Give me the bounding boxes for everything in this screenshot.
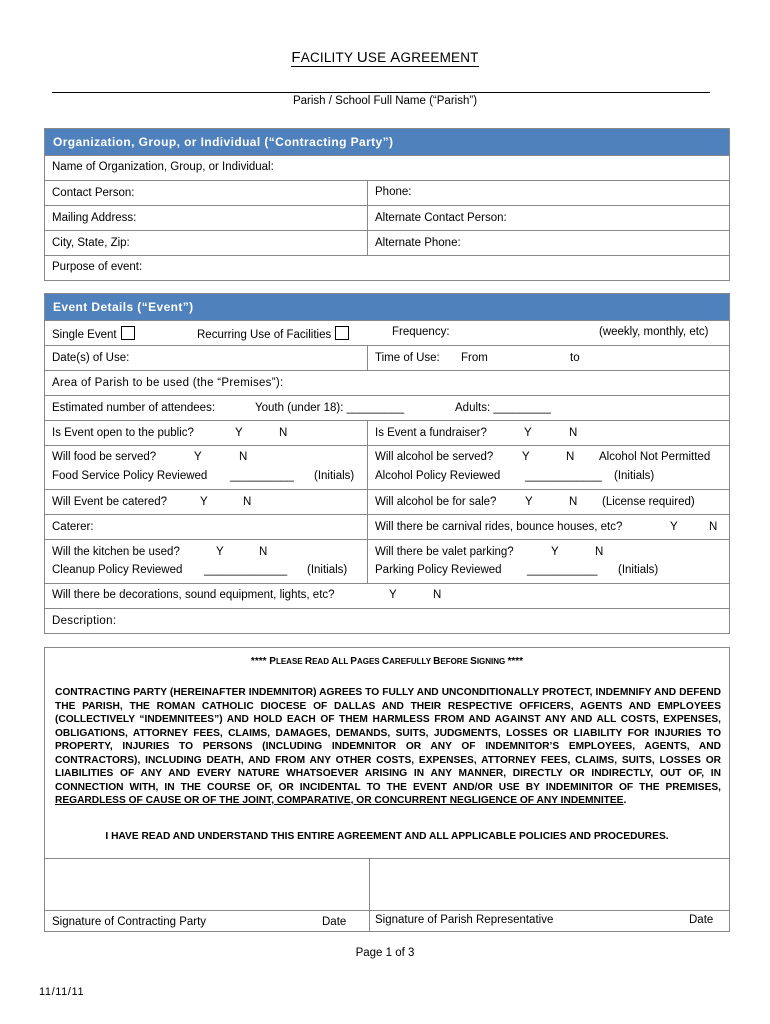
food-policy-initials-label: (Initials): [314, 470, 355, 482]
description-label: Description:: [52, 615, 117, 627]
kitchen-yes[interactable]: Y: [216, 546, 224, 558]
alt-phone-field[interactable]: [368, 231, 729, 255]
area-row: [45, 371, 729, 396]
recurring-checkbox[interactable]: [335, 326, 349, 340]
carnival-label: Will there be carnival rides, bounce houses, etc?: [375, 521, 623, 533]
single-event-option: [52, 326, 135, 341]
adults-label: Adults: _________: [455, 402, 551, 414]
kitchen-valet-row: [45, 540, 729, 584]
valet-yes[interactable]: Y: [551, 546, 559, 558]
acknowledgement-statement: I HAVE READ AND UNDERSTAND THIS ENTIRE AGREEMENT AND ALL APPLICABLE POLICIES AND PROCEDURES.: [105, 831, 669, 842]
phone-label: Phone:: [375, 186, 412, 198]
time-from-label: From: [461, 352, 488, 364]
frequency-label: Frequency:: [392, 326, 450, 338]
parish-rep-signature-area[interactable]: [369, 859, 729, 931]
food-served-label: Will food be served?: [52, 451, 157, 463]
notice-part-6: LL: [338, 657, 351, 666]
page-number: Page 1 of 3: [355, 947, 415, 959]
caterer-field[interactable]: [45, 515, 368, 539]
contact-person-field[interactable]: [45, 181, 368, 205]
revision-date: 11/11/11: [39, 986, 85, 998]
purpose-field[interactable]: [45, 256, 729, 280]
kitchen-field: [45, 540, 368, 583]
event-type-row: [45, 321, 729, 346]
alcohol-sale-label: Will alcohol be for sale?: [375, 496, 497, 508]
fundraiser-label: Is Event a fundraiser?: [375, 427, 487, 439]
indemnity-text: CONTRACTING PARTY (HEREINAFTER INDEMNITOR) AGREES TO FULLY AND UNCONDITIONALLY PROTECT, INDEMNIFY AND DEFEND THE PARISH, THE ROMAN CATHOLIC DIOCESE OF DALLAS AND THEIR RESPECTIVE OFFICERS, AGENTS AND EMPLOYEES (COLLECTIVELY “INDEMNITEES”) AND HOLD EACH OF THEM HARMLESS FROM AND AGAINST ANY AND ALL COSTS, EXPENSES, OBLIGATIONS, ATTORNEY FEES, CLAIMS, DAMAGES, DEMANDS, SUITS, JUDGMENTS, LOSSES OR LIABILITY FOR INJURIES TO PROPERTY, INJURIES TO PERSONS (INCLUDING INDEMNITOR OR ANY OF INDEMNITOR’S EMPLOYEES, AGENTS, AND CONTRACTORS), INCLUDING DEATH, AND FROM ANY OTHER COSTS, EXPENSES, ATTORNEY FEES, CLAIMS, SUITS, LOSSES OR LIABILITIES OF ANY AND EVERY NATURE WHATSOEVER ARISING IN ANY MANNER, DIRECTLY OR INDIRECTLY, OUT OF, IN CONNECTION WITH, IN THE COURSE OF, OR INCIDENTAL TO THE EVENT AND/OR USE BY INDEMINITOR OF THE PREMISES,: [55, 687, 721, 793]
valet-label: Will there be valet parking?: [375, 546, 514, 558]
attendees-field[interactable]: [45, 396, 729, 420]
single-event-checkbox[interactable]: [121, 326, 135, 340]
notice-part-7: P: [350, 656, 357, 667]
signature-block: [45, 858, 729, 931]
alt-phone-label: Alternate Phone:: [375, 237, 461, 249]
food-field: [45, 446, 368, 489]
title-initial-u: U: [356, 49, 368, 66]
contracting-party-header: Organization, Group, or Individual (“Contracting Party”): [45, 129, 729, 156]
decorations-row: [45, 584, 729, 609]
time-field[interactable]: [368, 346, 729, 370]
city-row: [45, 231, 729, 256]
title-initial-f: F: [291, 49, 301, 66]
public-row: [45, 421, 729, 446]
contact-person-label: Contact Person:: [52, 187, 135, 199]
caterer-row: [45, 515, 729, 540]
time-label: Time of Use:: [375, 352, 440, 364]
carnival-no[interactable]: N: [709, 521, 718, 533]
attendees-label: Estimated number of attendees:: [52, 402, 216, 414]
notice-part-8: AGES: [356, 657, 382, 666]
parking-policy-label: Parking Policy Reviewed: [375, 564, 502, 576]
decorations-label: Will there be decorations, sound equipment, lights, etc?: [52, 589, 335, 601]
alcohol-sale-yes[interactable]: Y: [525, 496, 533, 508]
notice-part-3: R: [304, 656, 313, 667]
notice-part-1: **** P: [250, 656, 276, 667]
notice-part-5: A: [331, 656, 339, 667]
contact-row: [45, 181, 729, 206]
attendees-row: [45, 396, 729, 421]
parish-signature-label: Signature of Parish Representative: [375, 914, 554, 926]
contracting-party-section: [44, 128, 730, 281]
alt-contact-label: Alternate Contact Person:: [375, 212, 507, 224]
org-name-field[interactable]: [45, 156, 729, 180]
single-event-label: Single Event: [52, 329, 117, 341]
alcohol-not-permitted[interactable]: Alcohol Not Permitted: [599, 451, 711, 463]
notice-part-12: EFORE: [440, 657, 471, 666]
alcohol-sale-no[interactable]: N: [569, 496, 578, 508]
food-served-no[interactable]: N: [239, 451, 248, 463]
notice-part-2: LEASE: [275, 657, 305, 666]
notice-part-15: ****: [507, 656, 524, 667]
event-details-section: [44, 293, 730, 634]
alcohol-policy-label: Alcohol Policy Reviewed: [375, 470, 501, 482]
catered-no[interactable]: N: [243, 496, 252, 508]
kitchen-label: Will the kitchen be used?: [52, 546, 180, 558]
dates-label: Date(s) of Use:: [52, 352, 130, 364]
phone-field[interactable]: [368, 181, 729, 205]
alcohol-served-label: Will alcohol be served?: [375, 451, 494, 463]
title-part-facility: ACILITY: [300, 50, 357, 65]
alcohol-field: [368, 446, 729, 489]
city-state-zip-field[interactable]: [45, 231, 368, 255]
kitchen-no[interactable]: N: [259, 546, 268, 558]
purpose-label: Purpose of event:: [52, 261, 143, 273]
contracting-party-signature-area[interactable]: [45, 859, 370, 931]
food-policy-initials-blank[interactable]: __________: [230, 470, 294, 482]
cleanup-policy-label: Cleanup Policy Reviewed: [52, 564, 183, 576]
read-carefully-notice: [45, 656, 729, 667]
org-name-label: Name of Organization, Group, or Individual:: [52, 161, 274, 173]
description-row: [45, 609, 729, 633]
alcohol-sale-field: [368, 490, 729, 514]
food-policy-label: Food Service Policy Reviewed: [52, 470, 208, 482]
area-field[interactable]: [45, 371, 729, 395]
mailing-address-field[interactable]: [45, 206, 368, 230]
fundraiser-no[interactable]: N: [569, 427, 578, 439]
valet-field: [368, 540, 729, 583]
open-public-yes[interactable]: Y: [235, 427, 243, 439]
open-public-field: [45, 421, 368, 445]
cleanup-initials-blank[interactable]: _____________: [204, 564, 288, 576]
org-name-row: [45, 156, 729, 181]
notice-part-13: S: [470, 656, 477, 667]
open-public-label: Is Event open to the public?: [52, 427, 194, 439]
purpose-row: [45, 256, 729, 280]
frequency-hint: (weekly, monthly, etc): [599, 326, 709, 338]
indemnity-underlined-text: REGARDLESS OF CAUSE OR OF THE JOINT, COMPARATIVE, OR CONCURRENT NEGLIGENCE OF ANY INDEMNITEE: [55, 795, 624, 806]
notice-part-4: EAD: [312, 657, 332, 666]
notice-part-9: C: [381, 656, 390, 667]
open-public-no[interactable]: N: [279, 427, 288, 439]
decorations-field: [45, 584, 729, 608]
recurring-option: [197, 326, 349, 341]
catered-label: Will Event be catered?: [52, 496, 168, 508]
alcohol-policy-initials-blank[interactable]: ____________: [525, 470, 602, 482]
agreement-section: [44, 647, 730, 932]
recurring-label: Recurring Use of Facilities: [197, 329, 332, 341]
title-part-agreement: GREEMENT: [400, 50, 479, 65]
alcohol-served-no[interactable]: N: [566, 451, 575, 463]
contracting-signature-line: [45, 910, 369, 911]
notice-part-10: AREFULLY: [389, 657, 434, 666]
contracting-signature-label: Signature of Contracting Party: [52, 916, 207, 928]
catered-field: [45, 490, 368, 514]
address-row: [45, 206, 729, 231]
parish-signature-line: [369, 910, 729, 911]
decorations-no[interactable]: N: [433, 589, 442, 601]
cleanup-initials-label: (Initials): [307, 564, 348, 576]
parking-initials-label: (Initials): [618, 564, 659, 576]
parish-date-label: Date: [689, 914, 714, 926]
dates-row: [45, 346, 729, 371]
decorations-yes[interactable]: Y: [389, 589, 397, 601]
valet-no[interactable]: N: [595, 546, 604, 558]
parking-initials-blank[interactable]: ___________: [527, 564, 598, 576]
title-initial-a: A: [390, 49, 401, 66]
city-state-zip-label: City, State, Zip:: [52, 237, 130, 249]
food-served-yes[interactable]: Y: [194, 451, 202, 463]
contracting-date-label: Date: [322, 916, 347, 928]
food-alcohol-row: [45, 446, 729, 490]
parish-name-label: Parish / School Full Name (“Parish”): [292, 95, 478, 107]
time-to-label: to: [570, 352, 580, 364]
carnival-field: [368, 515, 729, 539]
mailing-address-label: Mailing Address:: [52, 212, 137, 224]
notice-part-14: IGNING: [476, 657, 508, 666]
dates-field[interactable]: [45, 346, 368, 370]
title-part-use: SE: [367, 50, 391, 65]
fundraiser-field: [368, 421, 729, 445]
alt-contact-field[interactable]: [368, 206, 729, 230]
parish-name-line[interactable]: [52, 92, 710, 93]
notice-part-11: B: [433, 656, 441, 667]
document-title: [0, 49, 770, 66]
alcohol-policy-initials-label: (Initials): [614, 470, 655, 482]
area-label: Area of Parish to be used (the “Premises”):: [52, 377, 284, 389]
event-details-header: Event Details (“Event”): [45, 294, 729, 321]
catered-yes[interactable]: Y: [200, 496, 208, 508]
fundraiser-yes[interactable]: Y: [524, 427, 532, 439]
catered-row: [45, 490, 729, 515]
indemnity-end: .: [623, 795, 627, 806]
alcohol-served-yes[interactable]: Y: [522, 451, 530, 463]
carnival-yes[interactable]: Y: [670, 521, 678, 533]
event-type-cell: [45, 321, 729, 345]
youth-label: Youth (under 18): _________: [255, 402, 405, 414]
license-note: (License required): [602, 496, 695, 508]
indemnity-clause: [55, 686, 721, 808]
description-field[interactable]: [45, 609, 729, 633]
caterer-label: Caterer:: [52, 521, 94, 533]
